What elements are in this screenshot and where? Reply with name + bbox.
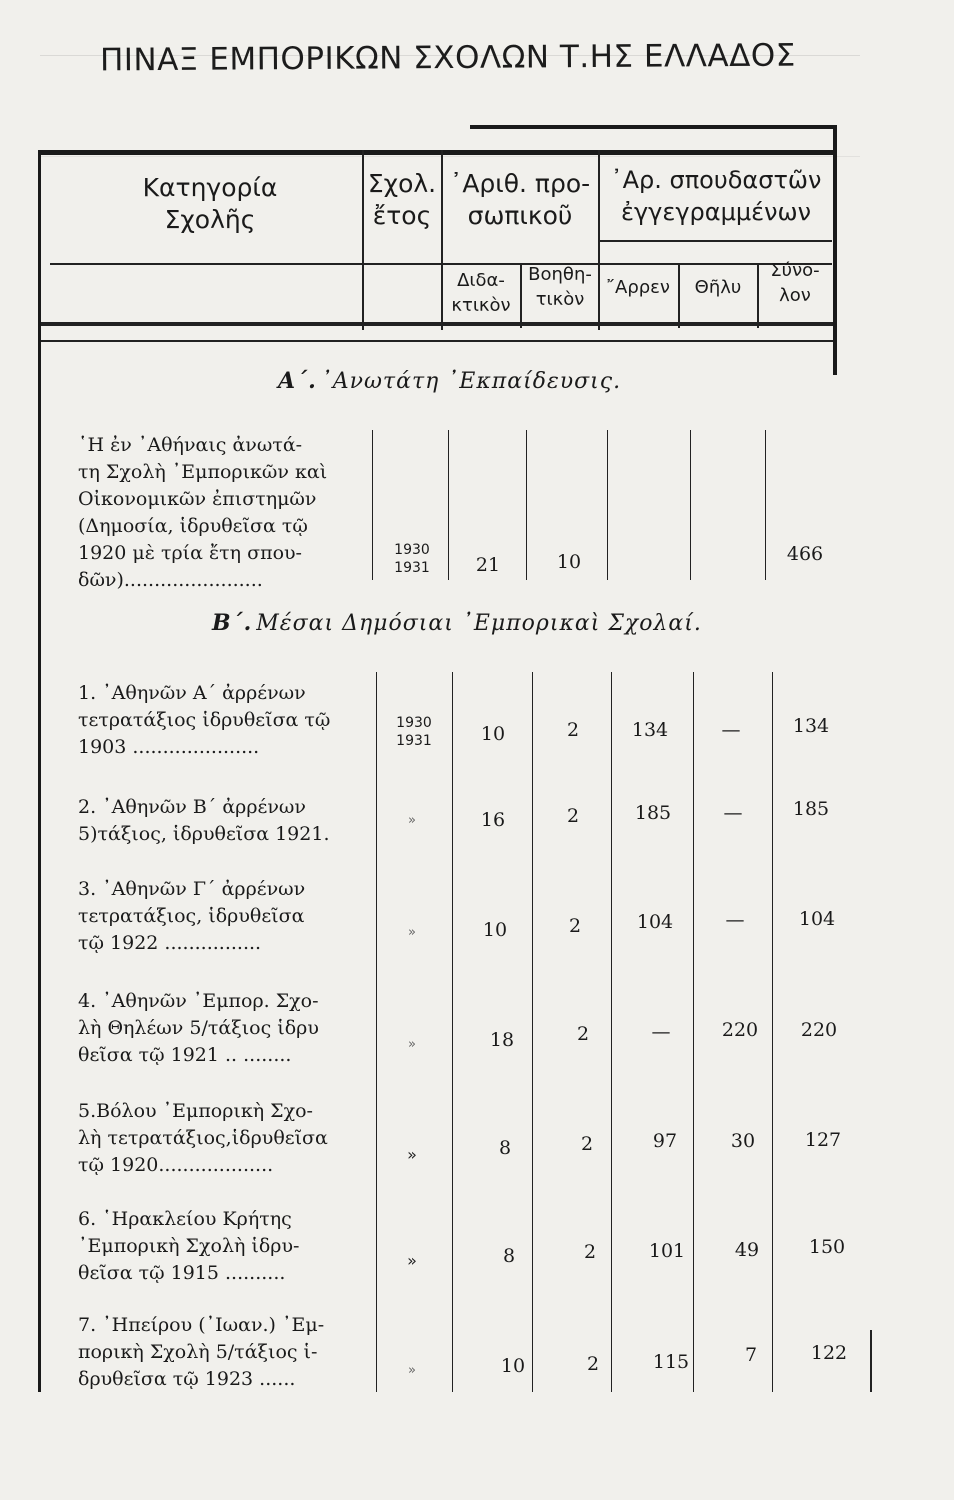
male-value: 101 [648,1240,686,1262]
female-value: 49 [734,1239,760,1261]
school-line: τῷ 1920................... [78,1154,274,1176]
table-row-school-university [78,432,368,594]
school-line: τετρατάξιος ἱδρυθεῖσα τῷ [78,709,331,731]
table-row-school-7 [78,1312,368,1393]
year-start: 1930 [396,715,432,731]
male-value: 104 [636,911,674,933]
section-a-number: Α΄. [278,368,317,394]
school-line: δρυθεῖσα τῷ 1923 ...... [78,1368,296,1390]
school-line: τη Σχολὴ ᾽Εμπορικῶν καὶ [78,461,328,483]
header-rule-double [41,340,833,342]
header-total-line1: Σύνο- [770,260,820,281]
female-value: — [723,802,743,824]
header-teaching [441,268,521,318]
header-teaching-line2: κτικὸν [451,295,511,316]
year-end: 1931 [394,560,430,576]
ditto-mark: » [407,1145,417,1164]
school-line: Οἰκονομικῶν ἐπιστημῶν [78,488,317,510]
table-left-border [38,150,41,1392]
auxiliary-value: 2 [566,805,580,827]
total-value: 127 [804,1129,842,1151]
auxiliary-value: 2 [580,1133,594,1155]
header-students-line1: ᾽Αρ. σπουδαστῶν [610,166,822,194]
male-value: 97 [652,1130,678,1152]
school-line: τῷ 1922 ................ [78,932,262,954]
male-value: 115 [652,1351,690,1373]
header-teaching-line1: Διδα- [457,270,505,291]
body-divider-a-2 [448,430,449,580]
section-a-heading [278,368,621,394]
school-line: 5)τάξιος, ἱδρυθεῖσα 1921. [78,823,330,845]
header-staff-line1: ᾽Αριθ. προ- [449,169,591,198]
header-year [360,168,444,232]
school-line: 1903 ..................... [78,736,260,758]
header-students-line2: ἐγγεγραμμένων [620,198,812,226]
header-staff [440,168,600,232]
teaching-value: 16 [480,809,506,831]
header-students [598,164,834,228]
header-year-line1: Σχολ. [367,169,437,198]
school-line: 3. ᾽Αθηνῶν Γ΄ ἀρρένων [78,878,306,900]
body-divider-b-1 [376,672,377,1392]
auxiliary-value: 2 [583,1241,597,1263]
male-value: 185 [634,802,672,824]
body-divider-a-1 [372,430,373,580]
table-row-school-5 [78,1098,368,1179]
header-rule-bottom [41,322,833,326]
header-category-line2: Σχολῆς [164,205,256,234]
teaching-value: 8 [502,1245,516,1267]
female-value: — [725,909,745,931]
female-value: — [721,719,741,741]
header-staff-line2: σωπικοῦ [467,201,573,230]
teaching-value: 8 [498,1137,512,1159]
auxiliary-value: 2 [568,915,582,937]
section-b-number: Β΄. [212,610,253,636]
teaching-value: 10 [500,1355,526,1377]
total-value: 134 [792,715,830,737]
table-top-rule [38,150,836,155]
male-value: — [651,1021,671,1043]
female-value: 7 [744,1344,758,1366]
body-divider-b-right [870,1330,872,1392]
body-divider-a-4 [607,430,608,580]
school-line: πορικὴ Σχολὴ 5/τάξιος ἱ- [78,1341,318,1363]
auxiliary-value: 2 [586,1353,600,1375]
table-row-school-6 [78,1206,368,1287]
school-line: δῶν)....................... [78,569,263,591]
female-value: 30 [730,1130,756,1152]
female-value: 220 [721,1019,759,1041]
school-line: 1. ᾽Αθηνῶν Α΄ ἀρρένων [78,682,306,704]
total-value: 150 [808,1236,846,1258]
school-line: 5.Βόλου ᾽Εμπορικὴ Σχο- [78,1100,313,1122]
table-row-school-4 [78,988,368,1069]
year-end: 1931 [396,733,432,749]
header-auxiliary-line2: τικὸν [535,289,585,310]
header-category [110,172,310,236]
teaching-value: 21 [475,554,501,576]
table-row-school-3 [78,876,368,957]
school-line: ῾Η ἐν ᾽Αθήναις ἀνωτά- [78,434,303,456]
table-row-school-2 [78,794,368,848]
header-auxiliary [520,262,600,312]
body-divider-a-6 [765,430,766,580]
header-total [757,258,833,308]
table-right-border [833,125,837,375]
total-value: 466 [786,543,824,565]
section-b-title: Μέσαι Δημόσιαι ᾽Εμπορικαὶ Σχολαί. [256,611,702,636]
teaching-value: 18 [489,1029,515,1051]
auxiliary-value: 2 [576,1023,590,1045]
school-year-cell [390,714,438,750]
school-line: 1920 μὲ τρία ἔτη σπου- [78,542,302,564]
header-male: ῎Αρρεν [606,277,670,298]
school-line: ᾽Εμπορικὴ Σχολὴ ἱδρυ- [78,1235,300,1257]
body-divider-b-2 [452,672,453,1392]
teaching-value: 10 [482,919,508,941]
school-line: 4. ᾽Αθηνῶν ᾽Εμπορ. Σχο- [78,990,319,1012]
header-female: Θῆλυ [694,277,742,298]
male-value: 134 [631,719,669,741]
ditto-mark: » [408,1037,416,1052]
header-auxiliary-line1: Βοηθη- [528,264,592,285]
ditto-mark: » [407,1251,417,1270]
header-total-line2: λον [779,285,811,306]
school-line: θεῖσα τῷ 1915 .......... [78,1262,286,1284]
school-year-cell [388,541,436,577]
school-line: τετρατάξιος, ἱδρυθεῖσα [78,905,305,927]
section-a-title: ᾽Ανωτάτη ᾽Εκπαίδευσις. [320,369,622,394]
ditto-mark: » [408,1363,416,1378]
ditto-mark: » [408,925,416,940]
body-divider-a-3 [526,430,527,580]
auxiliary-value: 2 [566,719,580,741]
school-line: (Δημοσία, ἱδρυθεῖσα τῷ [78,515,308,537]
body-divider-a-5 [690,430,691,580]
section-b-heading [212,610,702,636]
header-year-line2: ἔτος [372,201,432,230]
total-value: 122 [810,1342,848,1364]
header-category-line1: Κατηγορία [142,173,278,202]
school-line: 2. ᾽Αθηνῶν Β΄ ἀρρένων [78,796,306,818]
total-value: 104 [798,908,836,930]
ditto-mark: » [408,813,416,828]
total-value: 185 [792,798,830,820]
school-line: θεῖσα τῷ 1921 .. ........ [78,1044,292,1066]
total-value: 220 [800,1019,838,1041]
auxiliary-value: 10 [556,551,582,573]
school-line: λὴ Θηλέων 5/τάξιος ἱδρυ [78,1017,319,1039]
school-line: λὴ τετρατάξιος,ἱδρυθεῖσα [78,1127,328,1149]
teaching-value: 10 [480,723,506,745]
year-start: 1930 [394,542,430,558]
table-row-school-1 [78,680,368,761]
header-subrule-students [600,240,832,242]
school-line: 7. ᾽Ηπείρου (᾽Ιωαν.) ᾽Εμ- [78,1314,325,1336]
table-top-rule-upper [470,125,836,129]
page-title: ΠΙΝΑΞ ΕΜΠΟΡΙΚΩΝ ΣΧΟΛΩΝ Τ.ΗΣ ΕΛΛΑΔΟΣ [99,37,796,79]
school-line: 6. ῾Ηρακλείου Κρήτης [78,1208,292,1230]
